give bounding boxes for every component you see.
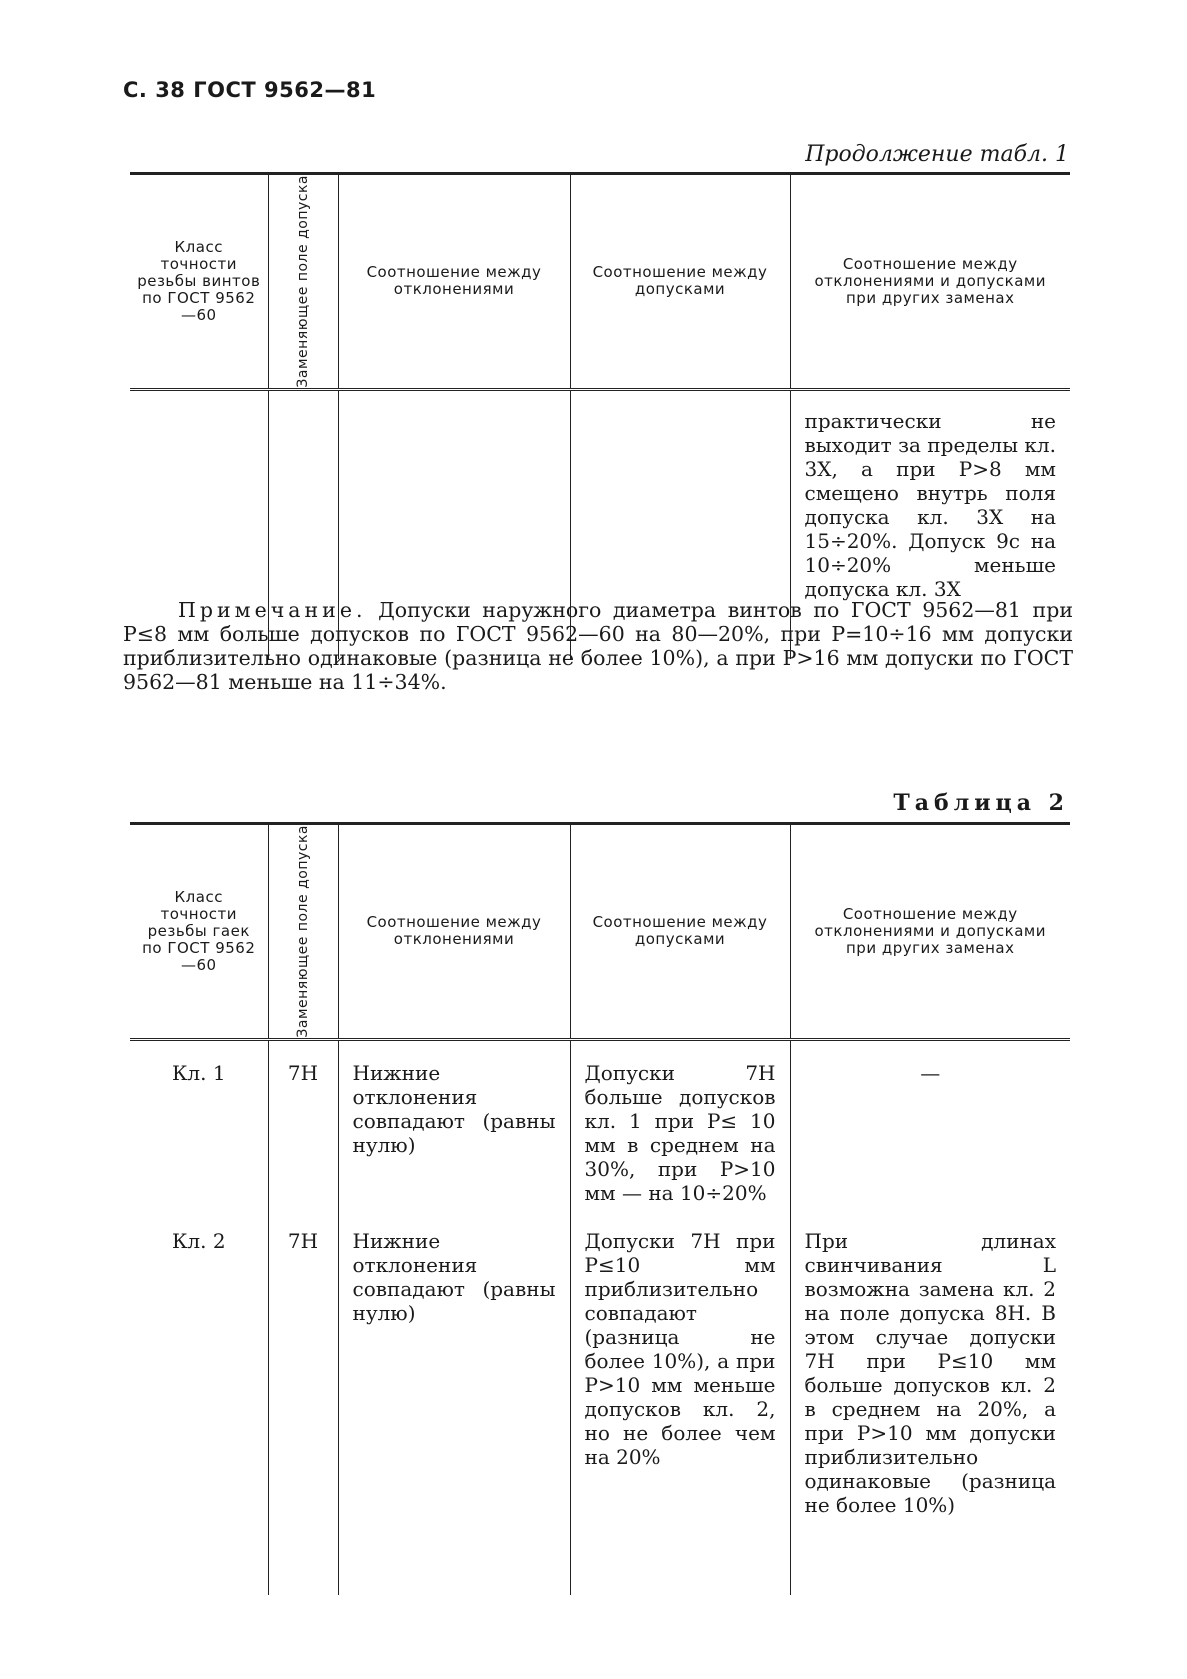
note-label: Примечание. <box>178 598 367 622</box>
header-deviations: Соотношение между отклонениями <box>338 174 570 390</box>
note-text: Допуски наружного диаметра винтов по ГОСТ 9562—81 при P≤8 мм больше допусков по ГОСТ 9562—60 на 80—20%, при P=10÷16 мм допуски приблизительно одинаковые (разница не более 10%), а при P>16 мм допуски по ГОСТ 9562—81 меньше на 11÷34%. <box>123 598 1073 694</box>
cell-deviations: Нижние отклонения совпадают (равны нулю) <box>338 1039 570 1225</box>
header-class: Класс точности резьбы гаек по ГОСТ 9562—60 <box>130 824 268 1040</box>
cell-other: практически не выходит за пределы кл. 3X, а при P>8 мм смещено внутрь поля допуска кл. 3X на 15÷20%. Допуск 9c на 10÷20% меньше допуска кл. 3X <box>790 389 1070 659</box>
cell-tolerances: Допуски 7H больше допусков кл. 1 при P≤ 10 мм в среднем на 30%, при P>10 мм — на 10÷20% <box>570 1039 790 1225</box>
header-other: Соотношение между отклонениями и допусками при других заменах <box>790 174 1070 390</box>
table-1 <box>130 172 1070 659</box>
table-2 <box>130 822 1070 1595</box>
page-header: С. 38 ГОСТ 9562—81 <box>123 78 377 102</box>
header-other: Соотношение между отклонениями и допусками при других заменах <box>790 824 1070 1040</box>
cell-class: Кл. 2 <box>130 1225 268 1595</box>
cell-other: При длинах свинчивания L возможна замена кл. 2 на поле допуска 8H. В этом случае допуски 7H при P≤10 мм больше допусков кл. 2 в среднем на 20%, а при P>10 мм допуски приблизительно одинаковые (разница не более 10%) <box>790 1225 1070 1595</box>
header-class: Класс точности резьбы винтов по ГОСТ 9562—60 <box>130 174 268 390</box>
table-2-title: Таблица 2 <box>893 790 1069 816</box>
header-deviations: Соотношение между отклонениями <box>338 824 570 1040</box>
cell-deviations: Нижние отклонения совпадают (равны нулю) <box>338 1225 570 1595</box>
table-row <box>130 1225 1070 1595</box>
header-field: Заменяющее поле допуска <box>268 174 338 390</box>
header-tolerances: Соотношение между допусками <box>570 824 790 1040</box>
cell-field: 7H <box>268 1039 338 1225</box>
cell-class: Кл. 1 <box>130 1039 268 1225</box>
cell-other: — <box>790 1039 1070 1225</box>
cell-field: 7H <box>268 1225 338 1595</box>
header-tolerances: Соотношение между допусками <box>570 174 790 390</box>
header-field: Заменяющее поле допуска <box>268 824 338 1040</box>
table-continuation-label: Продолжение табл. 1 <box>805 142 1069 167</box>
note <box>123 598 1073 694</box>
cell-tolerances: Допуски 7H при P≤10 мм приблизительно совпадают (разница не более 10%), а при P>10 мм меньше допусков кл. 2, но не более чем на 20% <box>570 1225 790 1595</box>
table-row <box>130 1039 1070 1225</box>
